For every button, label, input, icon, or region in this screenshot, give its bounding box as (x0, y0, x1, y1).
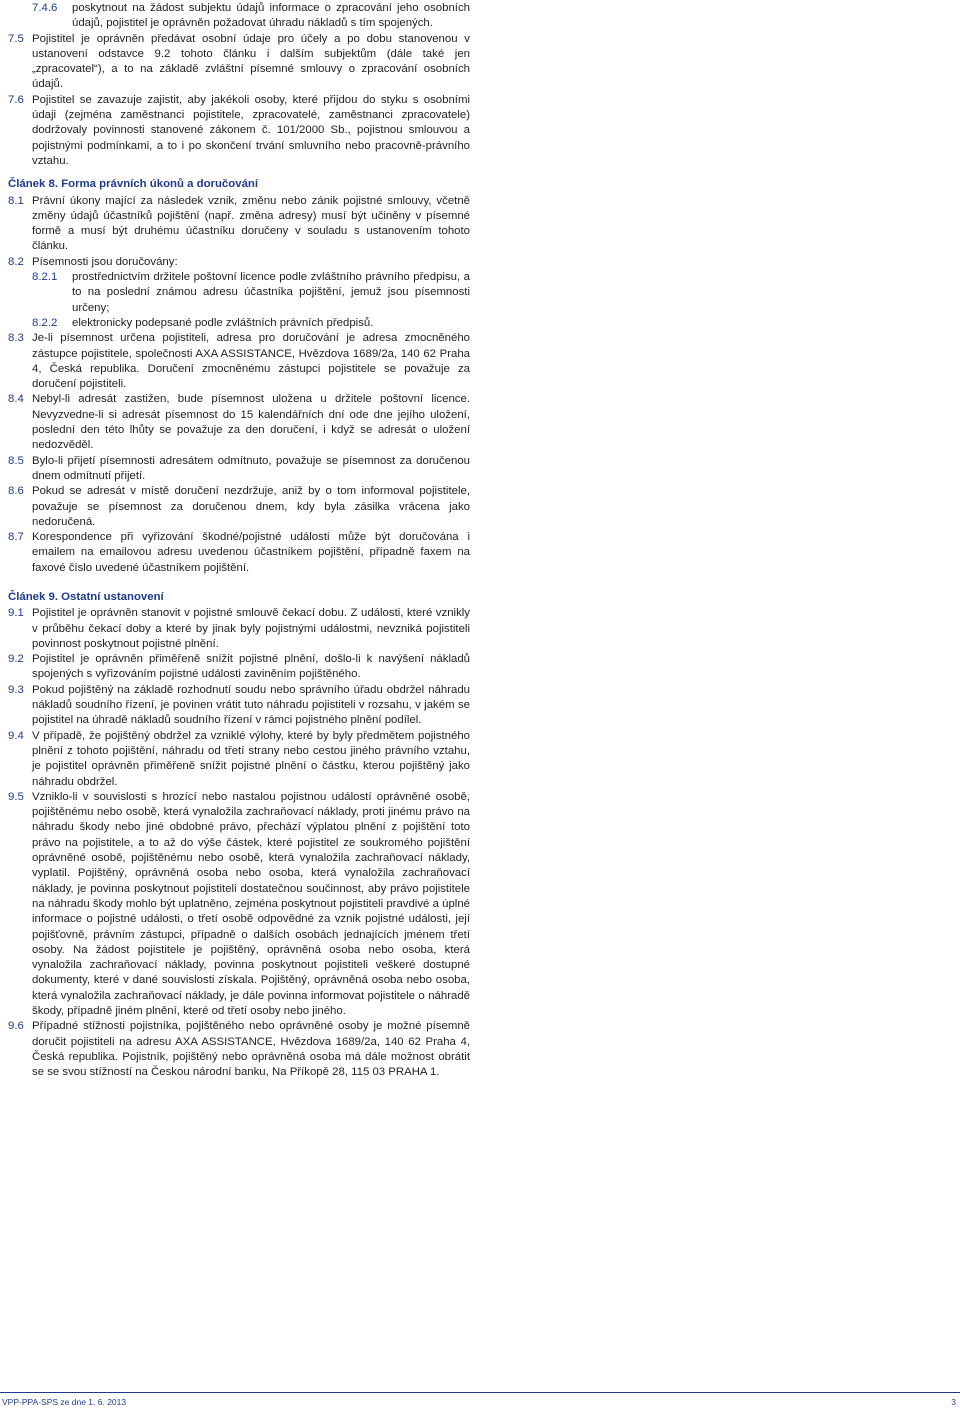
footer-divider (0, 1392, 960, 1393)
paragraph-number: 7.5 (8, 32, 24, 45)
paragraph-text: Pokud pojištěný na základě rozhodnutí soudu nebo správního úřadu obdržel náhradu nákladů soudního řízení, je povinen vrátit tuto náhradu pojistiteli v rozsahu, v jakém se pojistitel na úhradě nákladů soudního řízení v rámci pojistného plnění podílel. (32, 683, 470, 727)
paragraph-text: elektronicky podepsané podle zvláštních právních předpisů. (72, 316, 374, 329)
paragraph-number: 8.3 (8, 332, 24, 345)
paragraph-number: 7.6 (8, 93, 24, 106)
paragraph-text: Pojistitel je oprávněn přiměřeně snížit pojistné plnění, došlo-li k navýšení nákladů spojených s vyřizováním pojistné události zaviněním pojištěného. (32, 653, 470, 681)
paragraph-text: Případné stížnosti pojistníka, pojištěného nebo oprávněné osoby je možné písemně doručit pojistiteli na adresu AXA ASSISTANCE, Hvězdova 1689/2a, 140 62 Praha 4, Česká republika. Pojistník, pojištěný nebo oprávněná osoba má dále možnost obrátit se se svou stížností na Českou národní banku, Na Příkopě 28, 115 03 PRAHA 1. (32, 1020, 470, 1079)
paragraph-8-7 (8, 530, 470, 576)
paragraph-number: 8.6 (8, 485, 24, 498)
paragraph-text: Pojistitel je oprávněn stanovit v pojistné smlouvě čekací dobu. Z události, které vznikly v průběhu čekací doby a které by jinak byly pojistnými událostmi, nevzniká pojistiteli povinnost poskytnout pojistné plnění. (32, 607, 470, 650)
paragraph-number: 8.2 (8, 255, 24, 268)
paragraph-text: Je-li písemnost určena pojistiteli, adresa pro doručování je adresa zmocněného zástupce pojistitele, společnosti AXA ASSISTANCE, Hvězdova 1689/2a, 140 62 Praha 4, Česká republika. Doručení zmocněnému zástupci pojistitele se považuje za doručení pojistiteli. (32, 332, 470, 391)
paragraph-text: Vzniklo-li v souvislosti s hrozící nebo nastalou pojistnou událostí oprávněné osobě, pojištěnému nebo osobě, která vynaložila zachraňovací náklady, proti jinému právo na náhradu škody nebo jiné obdobné právo, přechází výplatou plnění z pojištění toto právo na pojistitele, a to až do výše částek, které pojistitel ze soukromého pojištění oprávněné osobě, pojištěnému nebo osobě, která vynaložila zachraňovací náklady, vyplatil. Pojištěný, oprávněná osoba nebo osoba, která vynaložila zachraňovací náklady, je povinna poskytnout pojistiteli dostatečnou součinnost, aby právo pojistitele na náhradu škody mohlo být uplatněno, zejména poskytnout pojistiteli pravdivé a úplné informace o pojistné události, o třetí osobě odpovědné za vznik pojistné události, její pojišťovně, právním zástupci, případně o dalších osobách jednajících jménem třetí osoby. Na žádost pojistitele je pojištěný, oprávněná osoba nebo osoba, která vynaložila zachraňovací náklady, povinna poskytnout pojistiteli veškeré dostupné dokumenty, které v dané souvislosti získala. Pojištěný, oprávněná osoba nebo osoba, která vynaložila zachraňovací náklady, je dále povinna informovat pojistitele o náhradě škody, případně jiném plnění, které od třetí osoby nebo jiného. (32, 790, 470, 1017)
paragraph-number: 9.1 (8, 607, 24, 620)
paragraph-9-2 (8, 652, 470, 683)
paragraph-text: Pokud se adresát v místě doručení nezdržuje, aniž by o tom informoval pojistitele, považuje se písemnost za doručenou dnem, kdy byla zásilka vrácena jako nedoručená. (32, 485, 470, 528)
paragraph-8-3 (8, 331, 470, 392)
paragraph-number: 9.4 (8, 729, 24, 742)
paragraph-text: V případě, že pojištěný obdržel za vzniklé výlohy, které by byly předmětem pojistného plnění z tohoto pojištění, náhradu od třetí strany nebo cestou jiného právního vztahu, je pojistitel oprávněn přiměřeně snížit pojistné plnění o částku, kterou pojištěný jako náhradu obdržel. (32, 729, 470, 788)
paragraph-text: Nebyl-li adresát zastižen, bude písemnost uložena u držitele poštovní licence. Nevyzvedne-li si adresát písemnost do 15 kalendářních dní ode dne jejího uložení, poslední den této lhůty se považuje za den doručení, i když se adresát o uložení nedozvěděl. (32, 393, 470, 452)
paragraph-number: 9.5 (8, 790, 24, 803)
paragraph-text: poskytnout na žádost subjektu údajů informace o zpracování jeho osobních údajů, pojistitel je oprávněn požadovat úhradu nákladů s tím spojených. (72, 2, 470, 30)
paragraph-number: 9.6 (8, 1020, 24, 1033)
paragraph-8-5 (8, 454, 470, 485)
paragraph-7-5 (8, 32, 470, 93)
paragraph-8-2 (8, 255, 470, 270)
paragraph-text: Bylo-li přijetí písemnosti adresátem odmítnuto, považuje se písemnost za doručenou dnem odmítnutí přijetí. (32, 454, 470, 482)
paragraph-text: Písemnosti jsou doručovány: (32, 255, 178, 268)
footer-page-number: 3 (951, 1397, 956, 1407)
footer-document-code: VPP-PPA-SPS ze dne 1. 6. 2013 (2, 1397, 127, 1407)
paragraph-number: 8.2.2 (32, 316, 58, 329)
paragraph-number: 7.4.6 (32, 2, 58, 14)
article-8-heading: Článek 8. Forma právních úkonů a doručování (8, 178, 259, 191)
paragraph-7-4-6 (8, 1, 470, 32)
paragraph-8-2-1 (32, 270, 470, 316)
paragraph-9-3 (8, 683, 470, 729)
paragraph-number: 8.5 (8, 454, 24, 467)
paragraph-number: 9.3 (8, 683, 24, 696)
paragraph-text: prostřednictvím držitele poštovní licence podle zvláštního právního předpisu, a to na poslední známou adresu účastníka pojištění, jemuž jsou písemnosti určeny; (72, 271, 470, 314)
paragraph-9-5 (8, 790, 470, 1019)
article-9-heading: Článek 9. Ostatní ustanovení (8, 590, 164, 603)
paragraph-number: 8.7 (8, 531, 24, 544)
paragraph-number: 8.2.1 (32, 271, 58, 284)
paragraph-text: Pojistitel se zavazuje zajistit, aby jakékoli osoby, které přijdou do styku s osobními údaji (zejména zaměstnanci pojistitele, zpracovatelé, zaměstnanci zpracovatele) dodržovaly povinnosti stanovené zákonem č. 101/2000 Sb., pojistnou smlouvou a pojistnými podmínkami, a to i po skončení trvání smluvního nebo pracovně-právního vztahu. (32, 93, 470, 167)
paragraph-text: Právní úkony mající za následek vznik, změnu nebo zánik pojistné smlouvy, včetně změny údajů účastníků pojištění (např. změna adresy) musí být učiněny v písemné formě a musí být druhému účastníku doručeny v souladu s ustanovením tohoto článku. (32, 194, 470, 253)
paragraph-number: 8.1 (8, 194, 24, 207)
paragraph-number: 9.2 (8, 653, 24, 666)
paragraph-9-4 (8, 729, 470, 790)
paragraph-text: Pojistitel je oprávněn předávat osobní údaje pro účely a po dobu stanovenou v ustanovení odstavce 9.2 tohoto článku i dalším subjektům (dále také jen „zpracovatel“), a to na základě zvláštní písemné smlouvy o zpracování osobních údajů. (32, 32, 470, 91)
paragraph-9-1 (8, 606, 470, 652)
paragraph-text: Korespondence při vyřizování škodné/pojistné události může být doručována i emailem na emailovou adresu uvedenou účastníkem pojištění, případně faxem na faxové číslo uvedené účastníkem pojištění. (32, 531, 470, 574)
document-column (8, 1, 470, 1080)
paragraph-8-6 (8, 484, 470, 530)
paragraph-9-6 (8, 1019, 470, 1080)
paragraph-8-1 (8, 194, 470, 255)
paragraph-8-4 (8, 392, 470, 453)
paragraph-7-6 (8, 93, 470, 169)
paragraph-8-2-2 (32, 316, 470, 331)
paragraph-number: 8.4 (8, 393, 24, 406)
